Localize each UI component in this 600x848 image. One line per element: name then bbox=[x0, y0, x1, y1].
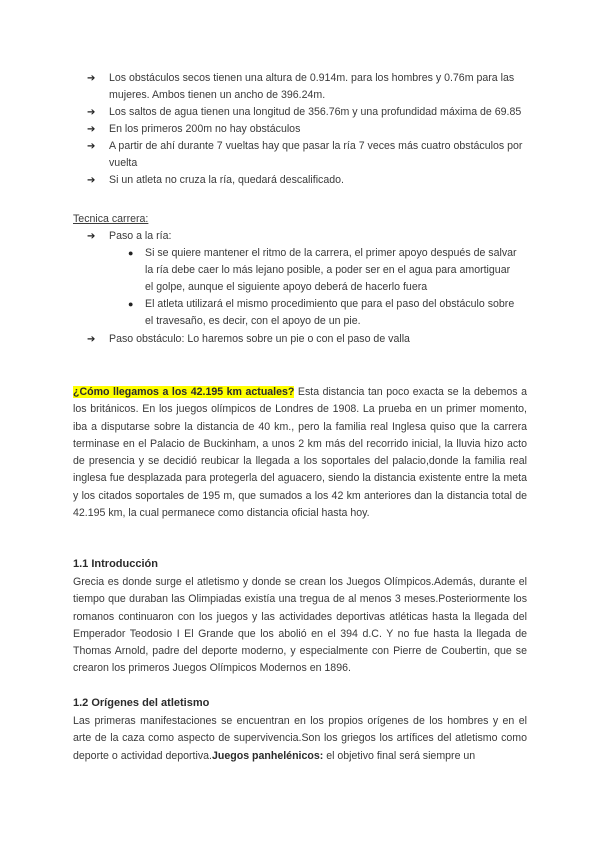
bullet-icon: ● bbox=[128, 299, 134, 309]
bold-term: Juegos panhelénicos: bbox=[212, 749, 324, 762]
section-title: 1.1 Introducción bbox=[73, 558, 158, 570]
marathon-question: ¿Cómo llegamos a los 42.195 km actuales? bbox=[73, 386, 295, 398]
arrow-icon: ➔ bbox=[87, 334, 96, 345]
arrow-icon: ➔ bbox=[87, 231, 96, 242]
list-item: ● El atleta utilizará el mismo procedimiento que para el paso del obstáculo sobre el travesaño, es decir, con el apoyo de un pie. bbox=[128, 298, 515, 327]
paso-ria-item: ➔ Paso a la ría: bbox=[87, 228, 549, 245]
list-item: ● Si se quiere mantener el ritmo de la carrera, el primer apoyo después de salvar la ría debe caer lo más lejano posible, a poder ser en el agua para amortiguar el golpe, aunque el siguiente apoyo deberá de hacerlo fuera bbox=[128, 247, 517, 293]
bullet-icon: ● bbox=[128, 248, 134, 258]
section-paragraph: Grecia es donde surge el atletismo y donde se crean los Juegos Olímpicos.Además, durante el tiempo que duraban las Olimpiadas existía una tregua de al menos 3 meses.Posteriormente los romanos continuaron con los juegos y las actividades deportivas atléticas hasta la llegada del Emperador Teodosio I El Grande que los abolió en el 394 d.C. Y no fue hasta la llegada de Thomas Arnold, padre del deporte moderno, y especialmente con Pierre de Coubertin, que se crearon los primeros Juegos Olímpicos Modernos en 1896. bbox=[73, 576, 527, 675]
arrow-icon: ➔ bbox=[87, 175, 96, 186]
tecnica-heading: Tecnica carrera: bbox=[73, 213, 149, 225]
list-item: ➔ A partir de ahí durante 7 vueltas hay que pasar la ría 7 veces más cuatro obstáculos por vuelta bbox=[87, 140, 523, 169]
steeplechase-facts-list bbox=[87, 70, 527, 189]
section-title: 1.2 Orígenes del atletismo bbox=[73, 697, 210, 709]
arrow-icon: ➔ bbox=[87, 141, 96, 152]
arrow-icon: ➔ bbox=[87, 107, 96, 118]
tecnica-bullets bbox=[125, 245, 520, 330]
marathon-paragraph: ¿Cómo llegamos a los 42.195 km actuales? Esta distancia tan poco exacta se la debemos a los británicos. En los juegos olímpicos de Londres de 1908. La prueba en un primer momento, iba a disputarse sobre la distancia de 40 km., pero la familia real Inglesa quiso que la carrera terminase en el Palacio de Buckinham, a unos 2 km más del recorrido inicial, la lluvia hizo acto de presencia y se decidió reubicar la llegada a los soportales del palacio,donde la familia real inglesa fue desplazada para protegerla del aguacero, siendo la distancia existente entre la meta y los citados soportales de 195 m, que sumados a los 42 km anteriores dan la distancia total de 42.195 km, la cual permanece como distancia oficial hasta hoy. bbox=[73, 386, 527, 520]
list-item: ➔ En los primeros 200m no hay obstáculos bbox=[87, 121, 527, 138]
list-item: ➔ Si un atleta no cruza la ría, quedará descalificado. bbox=[87, 172, 527, 189]
list-item: ➔ Los saltos de agua tienen una longitud de 356.76m y una profundidad máxima de 69.85 bbox=[87, 104, 527, 121]
paso-obstaculo-item: ➔ Paso obstáculo: Lo haremos sobre un pie o con el paso de valla bbox=[87, 331, 549, 348]
arrow-icon: ➔ bbox=[87, 124, 96, 135]
list-item: ➔ Los obstáculos secos tienen una altura de 0.914m. para los hombres y 0.76m para las mujeres. Ambos tienen un ancho de 396.24m. bbox=[87, 72, 515, 101]
section-paragraph: Las primeras manifestaciones se encuentran en los propios orígenes de los hombres y en el arte de la caza como aspecto de supervivencia.Son los griegos los artífices del atletismo como deporte o actividad deportiva.Juegos panhelénicos: el objetivo final será siempre un bbox=[73, 715, 527, 762]
arrow-icon: ➔ bbox=[87, 73, 96, 84]
